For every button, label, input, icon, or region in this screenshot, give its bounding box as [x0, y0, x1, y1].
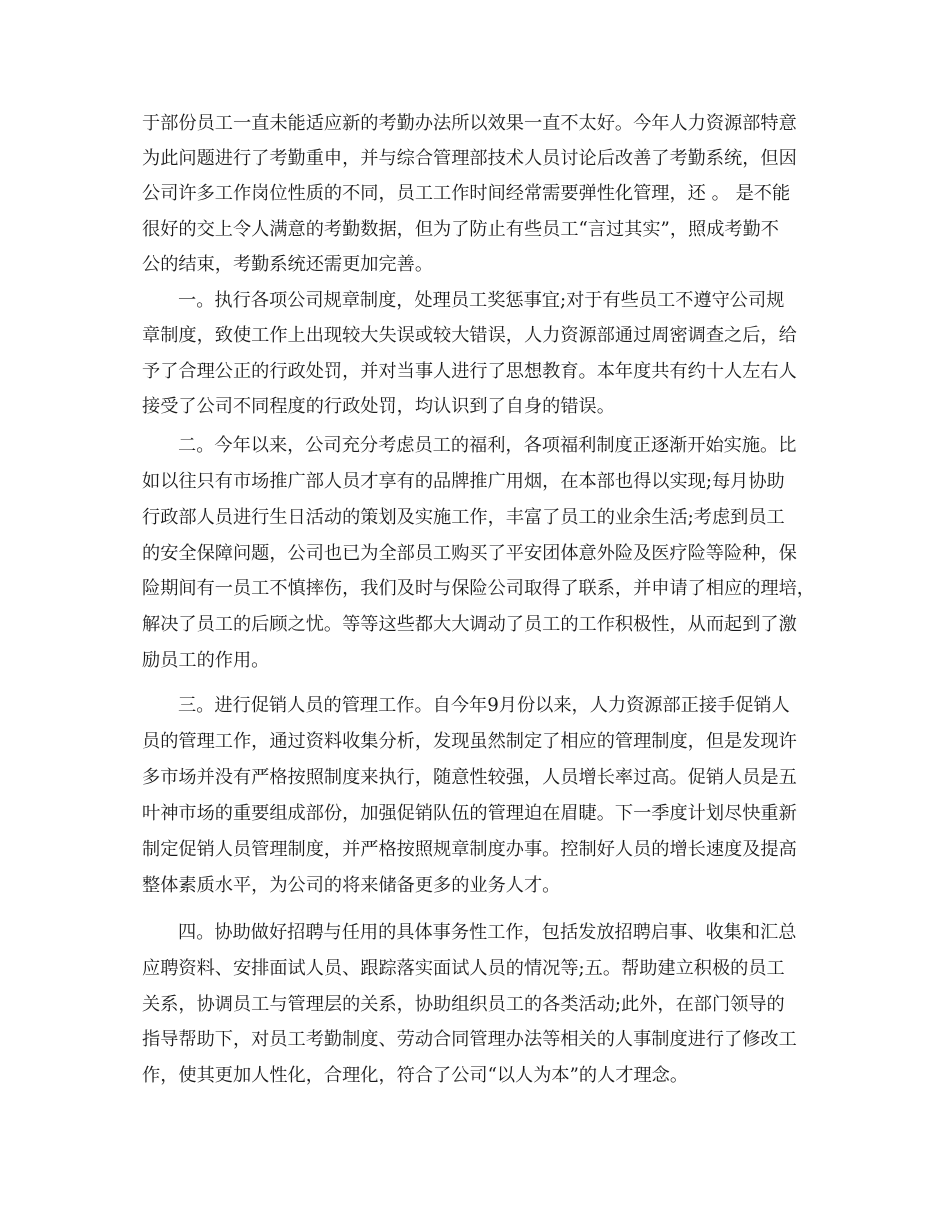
section-4-line-2: 应聘资料、安排面试人员、跟踪落实面试人员的情况等;五。帮助建立积极的员工: [142, 958, 785, 979]
section-2-line-7: 励员工的作用。: [142, 650, 270, 671]
intro-line-2: 为此问题进行了考勤重申，并与综合管理部技术人员讨论后改善了考勤系统，但因: [142, 148, 797, 169]
section-1-line-4: 接受了公司不同程度的行政处罚，均认识到了自身的错误。: [142, 396, 615, 417]
intro-line-1: 于部份员工一直未能适应新的考勤办法所以效果一直不太好。今年人力资源部特意: [142, 113, 797, 134]
section-4-line-5: 作，使其更加人性化，合理化，符合了公司“以人为本”的人才理念。: [142, 1065, 689, 1086]
section-1-line-3: 予了合理公正的行政处罚，并对当事人进行了思想教育。本年度共有约十人左右人: [142, 361, 797, 382]
intro-line-4: 很好的交上令人满意的考勤数据，但为了防止有些员工“言过其实”，照成考勤不: [142, 219, 779, 240]
section-1-line-1: 一。执行各项公司规章制度，处理员工奖惩事宜;对于有些员工不遵守公司规: [178, 290, 785, 311]
section-3-line-3: 多市场并没有严格按照制度来执行，随意性较强，人员增长率过高。促销人员是五: [142, 767, 797, 788]
section-4-line-4: 指导帮助下，对员工考勤制度、劳动合同管理办法等相关的人事制度进行了修改工: [142, 1029, 797, 1050]
section-3-line-5: 制定促销人员管理制度，并严格按照规章制度办事。控制好人员的增长速度及提高: [142, 839, 797, 860]
section-4-line-1: 四。协助做好招聘与任用的具体事务性工作，包括发放招聘启事、收集和汇总: [178, 922, 797, 943]
section-2-line-2: 如以往只有市场推广部人员才享有的品牌推广用烟，在本部也得以实现;每月协助: [142, 471, 785, 492]
section-3-line-1: 三。进行促销人员的管理工作。自今年9月份以来，人力资源部正接手促销人: [178, 695, 790, 716]
section-2-line-6: 解决了员工的后顾之忧。等等这些都大大调动了员工的工作积极性，从而起到了激: [142, 614, 797, 635]
section-3-line-2: 员的管理工作，通过资料收集分析，发现虽然制定了相应的管理制度，但是发现许: [142, 731, 797, 752]
section-2-line-3: 行政部人员进行生日活动的策划及实施工作，丰富了员工的业余生活;考虑到员工: [142, 507, 785, 528]
section-2-line-5: 险期间有一员工不慎摔伤，我们及时与保险公司取得了联系，并申请了相应的理培，: [142, 578, 815, 599]
intro-line-5: 公的结束，考勤系统还需更加完善。: [142, 254, 434, 275]
section-2-line-1: 二。今年以来，公司充分考虑员工的福利，各项福利制度正逐渐开始实施。比: [178, 435, 797, 456]
section-4-line-3: 关系，协调员工与管理层的关系，协助组织员工的各类活动;此外，在部门领导的: [142, 994, 785, 1015]
section-3-line-6: 整体素质水平，为公司的将来储备更多的业务人才。: [142, 875, 561, 896]
intro-line-3: 公司许多工作岗位性质的不同，员工工作时间经常需要弹性化管理，还 。 是不能: [142, 183, 791, 204]
section-2-line-4: 的安全保障问题，公司也已为全部员工购买了平安团体意外险及医疗险等险种，保: [142, 543, 797, 564]
section-3-line-4: 叶神市场的重要组成部份，加强促销队伍的管理迫在眉睫。下一季度计划尽快重新: [142, 803, 797, 824]
section-1-line-2: 章制度，致使工作上出现较大失误或较大错误，人力资源部通过周密调查之后，给: [142, 325, 797, 346]
